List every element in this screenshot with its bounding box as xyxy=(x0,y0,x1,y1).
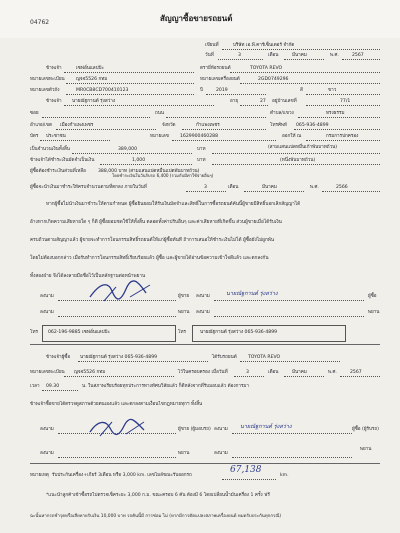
receipt-brand-value: TOYOTA REVO xyxy=(248,355,281,360)
age-value: 27 xyxy=(260,99,266,104)
receipt-year: 2567 xyxy=(350,370,362,375)
sign1-seller-phone: 062-196-9885 เซฟอั่นแลปป้ะ xyxy=(48,330,110,335)
receipt-line1-line xyxy=(78,361,208,362)
month-value: มีนาคม xyxy=(292,53,307,58)
deposit-line xyxy=(100,164,192,165)
terms-p1: หากผู้ซื้อไม่นำเงินมาชำระให้ตามกำหนด ผู้ซื้อยินยอมให้รับเงินมัดจำและสิทธิ์ในการซื้อรถยนต์คันนี้ผู้ขายมีสิทธิ์บอกเลิกสัญญาได้ xyxy=(46,202,301,207)
mileage-line xyxy=(222,479,276,480)
transfer-year-label: พ.ศ. xyxy=(310,185,319,190)
month-label: เดือน xyxy=(268,53,279,58)
sign1-buyer-sign-label: ลงนาม xyxy=(196,294,210,299)
note-line-3: ฉะนั้นหากรถชำรุดหรือเสียหายรับเงิน 10,000 บาท รถคันนี้มี การซ่อม ไม่ (หากมีการตัดแปลงสภาพเครื่องยนต์ หมดรับประกันทุกกรณี) xyxy=(30,514,282,519)
receipt-year-label: พ.ศ. xyxy=(328,370,337,375)
terms-p4: โดยไม่ต้องบอกกล่าว เมื่อรับทำการโอนกรรมสิทธิ์เรียบร้อยแล้ว ผู้ซื้อ และผู้ขายได้อ่านข้อความเข้าใจดีแล้ว และตกลงกัน xyxy=(30,256,269,261)
brand-line xyxy=(230,72,380,73)
district-line xyxy=(56,129,156,130)
remain-note: โดยชำระเงินในวันรับรถ 6,400 (รวมกับมีค่าใช้จ่ายอื่นๆ) xyxy=(112,173,214,178)
subdistrict-label: ตำบล/แขวง xyxy=(270,111,294,116)
total-text-line xyxy=(212,153,380,154)
terms-p2: อ้างหากเกิดความเสียหายใด ๆ ก็ดี ผู้ซื้อยอมชดใช้ให้ทั้งสิ้น ตลอดทั้งค่าปรับอื่นๆ และค่าเสียหายที่เกิดขึ้น ส่วนผู้ขายเมื่อได้รับเงิน xyxy=(30,220,282,225)
sign1-witness1-role: พยาน xyxy=(178,310,190,315)
id-type-line xyxy=(40,140,110,141)
receipt-witness1-line xyxy=(58,457,176,458)
plate-value: ญจจ5526 กทม xyxy=(76,77,108,82)
transfer-year: 2566 xyxy=(336,185,348,190)
total-text: (สามแสนแปดหมื่นเก้าพันบาทถ้วน) xyxy=(268,145,338,150)
transfer-month-line xyxy=(244,191,304,192)
road-label: ถนน xyxy=(155,111,165,116)
subdistrict-value: ทรงธรรม xyxy=(326,111,345,116)
seller-line xyxy=(64,72,194,73)
road-line xyxy=(166,117,266,118)
receipt-seller-line xyxy=(58,433,176,434)
sign1-buyer-role: ผู้ซื้อ xyxy=(368,294,377,299)
document-number: 04762 xyxy=(30,19,50,26)
engine-label: หมายเลขเครื่องยนต์ xyxy=(200,77,240,82)
note-line-2: *แนะนำลูกค้าเข้าซื้อรถไปตรวจเช็คระยะ 3,000 ก.ม. ขณะครอบ 6 คัน ต้องมี 6 โดยเปลี่ยนน้ำมันเครื่อง 1 ครั้ง ฟรี xyxy=(46,493,270,498)
receipt-seller-role: ผู้ขาย (ผู้มอบรถ) xyxy=(178,427,211,432)
receipt-plate-label: หมายเลขทะเบียน xyxy=(30,370,65,375)
receipt-plate-line xyxy=(64,376,174,377)
sign1-seller-sign-label: ลงนาม xyxy=(40,294,54,299)
receipt-buyer-role: ผู้ซื้อ (ผู้รับรถ) xyxy=(352,427,379,432)
phone-value: 065-936-4899 xyxy=(296,123,329,128)
address-label: อยู่บ้านเลขที่ xyxy=(272,99,297,104)
write-at-label: เขียนที่ xyxy=(205,43,219,48)
sign1-phone-label-2: โทร xyxy=(178,330,186,335)
engine-line xyxy=(240,83,380,84)
chassis-line xyxy=(66,94,194,95)
district-value: เมืองกำแพงเพชร xyxy=(60,123,94,128)
id-label: บัตร xyxy=(30,134,39,139)
terms-p3: ครบถ้วนตามสัญญาแล้ว ผู้ขายจะทำการโอนกรรมสิทธิ์รถยนต์ให้แก่ผู้ซื้อทันที ถ้าการเสนอให้ชำระเงินไม่ได้ ผู้ซื้อยังไม่ผูกพัน xyxy=(30,238,275,243)
receipt-buyer-signature: นายณัฐกานต์ รุ่งสว่าง xyxy=(240,424,292,430)
deposit-label: ข้าพเจ้าได้ชำระเงินมัดจำเป็นเงิน xyxy=(30,158,95,163)
age-line xyxy=(240,105,268,106)
province-label: จังหวัด xyxy=(162,123,176,128)
receipt-line1-value: นายณัฐกานต์ รุ่งสว่าง 065-936-4899 xyxy=(80,355,158,360)
district-label: อำเภอ/เขต xyxy=(30,123,52,128)
id-type-value: ประชาชน xyxy=(46,134,66,139)
soi-label: ซอย xyxy=(30,111,39,116)
sign1-seller-role: ผู้ขาย xyxy=(178,294,190,299)
buyer-line xyxy=(64,105,214,106)
province-line xyxy=(182,129,266,130)
model-year-value: 2019 xyxy=(216,88,228,93)
year-line xyxy=(342,59,380,60)
plate-label: หมายเลขทะเบียน xyxy=(30,77,65,82)
issued-line xyxy=(306,140,380,141)
receipt-witness2-line xyxy=(232,457,352,458)
total-value: 389,000 xyxy=(118,147,137,152)
transfer-text: ผู้ซื้อจะนำเงินมาชำระให้ครบจำนวนตามที่ตกลง ภายในวันที่ xyxy=(30,185,147,190)
sign1-buyer-line xyxy=(214,300,364,301)
sign1-witness2-sign-label: ลงนาม xyxy=(196,310,210,315)
deposit-text-line xyxy=(212,164,380,165)
terms-p5: ทั้งสองฝ่าย จึงได้ลงลายมือชื่อไว้เป็นหลักฐานต่อหน้าพยาน xyxy=(30,274,146,279)
color-label: สี xyxy=(300,88,303,93)
receipt-time-note: น. ในสภาพเรียบร้อยทุกประการทางทัศนวิสัยแล้ว ก็ดีหลังจากที่รับมอบแล้ว ต้องการมา xyxy=(82,384,250,389)
receipt-time-line xyxy=(42,390,78,391)
total-baht: บาท xyxy=(197,147,206,152)
receipt-seller-sign-label: ลงนาม xyxy=(40,427,54,432)
mileage-value: 67,138 xyxy=(230,465,262,475)
model-year-line xyxy=(206,94,266,95)
deposit-text: (หนึ่งพันบาทถ้วน) xyxy=(280,158,316,163)
remain-label: ผู้ซื้อต้องชำระเงินส่วนที่เหลือ xyxy=(30,169,86,174)
transfer-year-line xyxy=(322,191,380,192)
receipt-buyer-line xyxy=(232,433,352,434)
note-label: หมายเหตุ xyxy=(30,473,49,478)
id-no-label: หมายเลข xyxy=(150,134,169,139)
receipt-time-label: เวลา xyxy=(30,384,40,389)
year-value: 2567 xyxy=(352,53,364,58)
receipt-year-line xyxy=(340,376,380,377)
transfer-day: 3 xyxy=(204,185,207,190)
subdistrict-line xyxy=(298,117,380,118)
id-no-line xyxy=(172,140,276,141)
receipt-inspected: ข้าพเจ้าซื้อขายได้ตรวจดูสภาพด้วยตนเองแล้ว และตกลงตามเงื่อนไขกฎหมายทุกฯ ทั้งสิ้น xyxy=(30,402,203,407)
sign1-seller-line xyxy=(58,300,176,301)
sign1-witness1-sign-label: ลงนาม xyxy=(40,310,54,315)
receipt-line1-tail: ได้รับรถยนต์ xyxy=(212,355,237,360)
receipt-time-value: 09.30 xyxy=(46,384,60,389)
write-at-value: บริษัท เอ.พี.คาร์เซ็นเตอร์ จำกัด xyxy=(233,43,295,48)
receipt-month-label: เดือน xyxy=(268,370,279,375)
deposit-baht: บาท xyxy=(197,158,206,163)
year-label: พ.ศ. xyxy=(330,53,339,58)
address-line xyxy=(306,105,380,106)
date-label: วันที่ xyxy=(205,53,214,58)
contract-title: สัญญาซื้อขายรถยนต์ xyxy=(160,14,233,23)
seller-label: ข้าพเจ้า xyxy=(46,66,62,71)
receipt-received-label: ไว้ในครอบครอง เมื่อวันที่ xyxy=(178,370,228,375)
month-line xyxy=(284,59,324,60)
brand-label: ตรายี่ห้อรถยนต์ xyxy=(200,66,231,71)
write-at-line xyxy=(222,49,380,50)
id-no-value: 1629900460288 xyxy=(180,134,218,139)
buyer-value: นายณัฐกานต์ รุ่งสว่าง xyxy=(72,99,116,104)
sign1-witness1-line xyxy=(58,316,176,317)
sign1-buyer-signature: นายณัฐกานต์ รุ่งสว่าง xyxy=(226,291,278,297)
address-value: 77/1 xyxy=(340,99,351,104)
deposit-value: 1,000 xyxy=(132,158,146,163)
receipt-month: มีนาคม xyxy=(292,370,307,375)
receipt-witness1-role: พยาน xyxy=(178,451,190,456)
phone-line xyxy=(294,129,380,130)
sign1-witness2-role: พยาน xyxy=(368,310,380,315)
province-value: กำแพงเพชร xyxy=(196,123,220,128)
transfer-month-label: เดือน xyxy=(228,185,239,190)
remain-value: 388,000 บาท (สามแสนแปดหมื่นแปดพันบาทถ้วน) xyxy=(98,169,200,174)
receipt-witness2-role: พยาน xyxy=(360,447,372,452)
seller-value: เซฟอั่นแลปป้ะ xyxy=(76,66,104,71)
date-line xyxy=(218,59,263,60)
receipt-line1-label: ข้าพเจ้าผู้ซื้อ xyxy=(46,355,71,360)
soi-line xyxy=(42,117,150,118)
sign1-phone-label-1: โทร xyxy=(30,330,38,335)
brand-value: TOYOTA REVO xyxy=(250,66,283,71)
phone-label: โทรศัพท์ xyxy=(270,123,287,128)
receipt-day: 3 xyxy=(246,370,249,375)
chassis-value: MR0CB8CD700410123 xyxy=(76,88,129,93)
buyer-label: ข้าพเจ้า xyxy=(46,99,62,104)
section-divider xyxy=(30,344,380,345)
color-value: ขาว xyxy=(328,88,337,93)
issued-value: กรมการปกครอง xyxy=(326,134,359,139)
sign1-witness2-line xyxy=(214,316,364,317)
receipt-witness2-sign-label: ลงนาม xyxy=(214,451,228,456)
transfer-day-line xyxy=(186,191,226,192)
transfer-month: มีนาคม xyxy=(262,185,277,190)
receipt-witness1-sign-label: ลงนาม xyxy=(40,451,54,456)
receipt-brand-line xyxy=(240,361,340,362)
plate-line xyxy=(66,83,194,84)
receipt-plate-value: ญจจ5526 กทม xyxy=(74,370,106,375)
color-line xyxy=(306,94,380,95)
age-label: อายุ xyxy=(230,99,239,104)
chassis-label: หมายเลขตัวถัง xyxy=(30,88,60,93)
footer-divider xyxy=(30,463,380,464)
date-value: 3 xyxy=(238,53,241,58)
issued-label: ออกให้ ณ xyxy=(282,134,302,139)
engine-value: 2GD0749296 xyxy=(258,77,289,82)
receipt-buyer-sign-label: ลงนาม xyxy=(214,427,228,432)
receipt-month-line xyxy=(284,376,324,377)
note-line-1: รับประกันเครื่อง+เกียร์ 3เดือน หรือ 3,000 km. เลขไมล์ขณะรับออกรถ xyxy=(52,473,192,478)
total-line xyxy=(72,153,192,154)
receipt-day-line xyxy=(234,376,264,377)
total-label: เป็นจำนวนเงินทั้งสิ้น xyxy=(30,147,70,152)
model-year-label: ปี xyxy=(200,88,203,93)
mileage-unit: km. xyxy=(280,473,289,478)
sign1-buyer-phone: นายณัฐกานต์ รุ่งสว่าง 065-936-4899 xyxy=(200,330,278,335)
receipt-seller-signature xyxy=(86,414,156,440)
